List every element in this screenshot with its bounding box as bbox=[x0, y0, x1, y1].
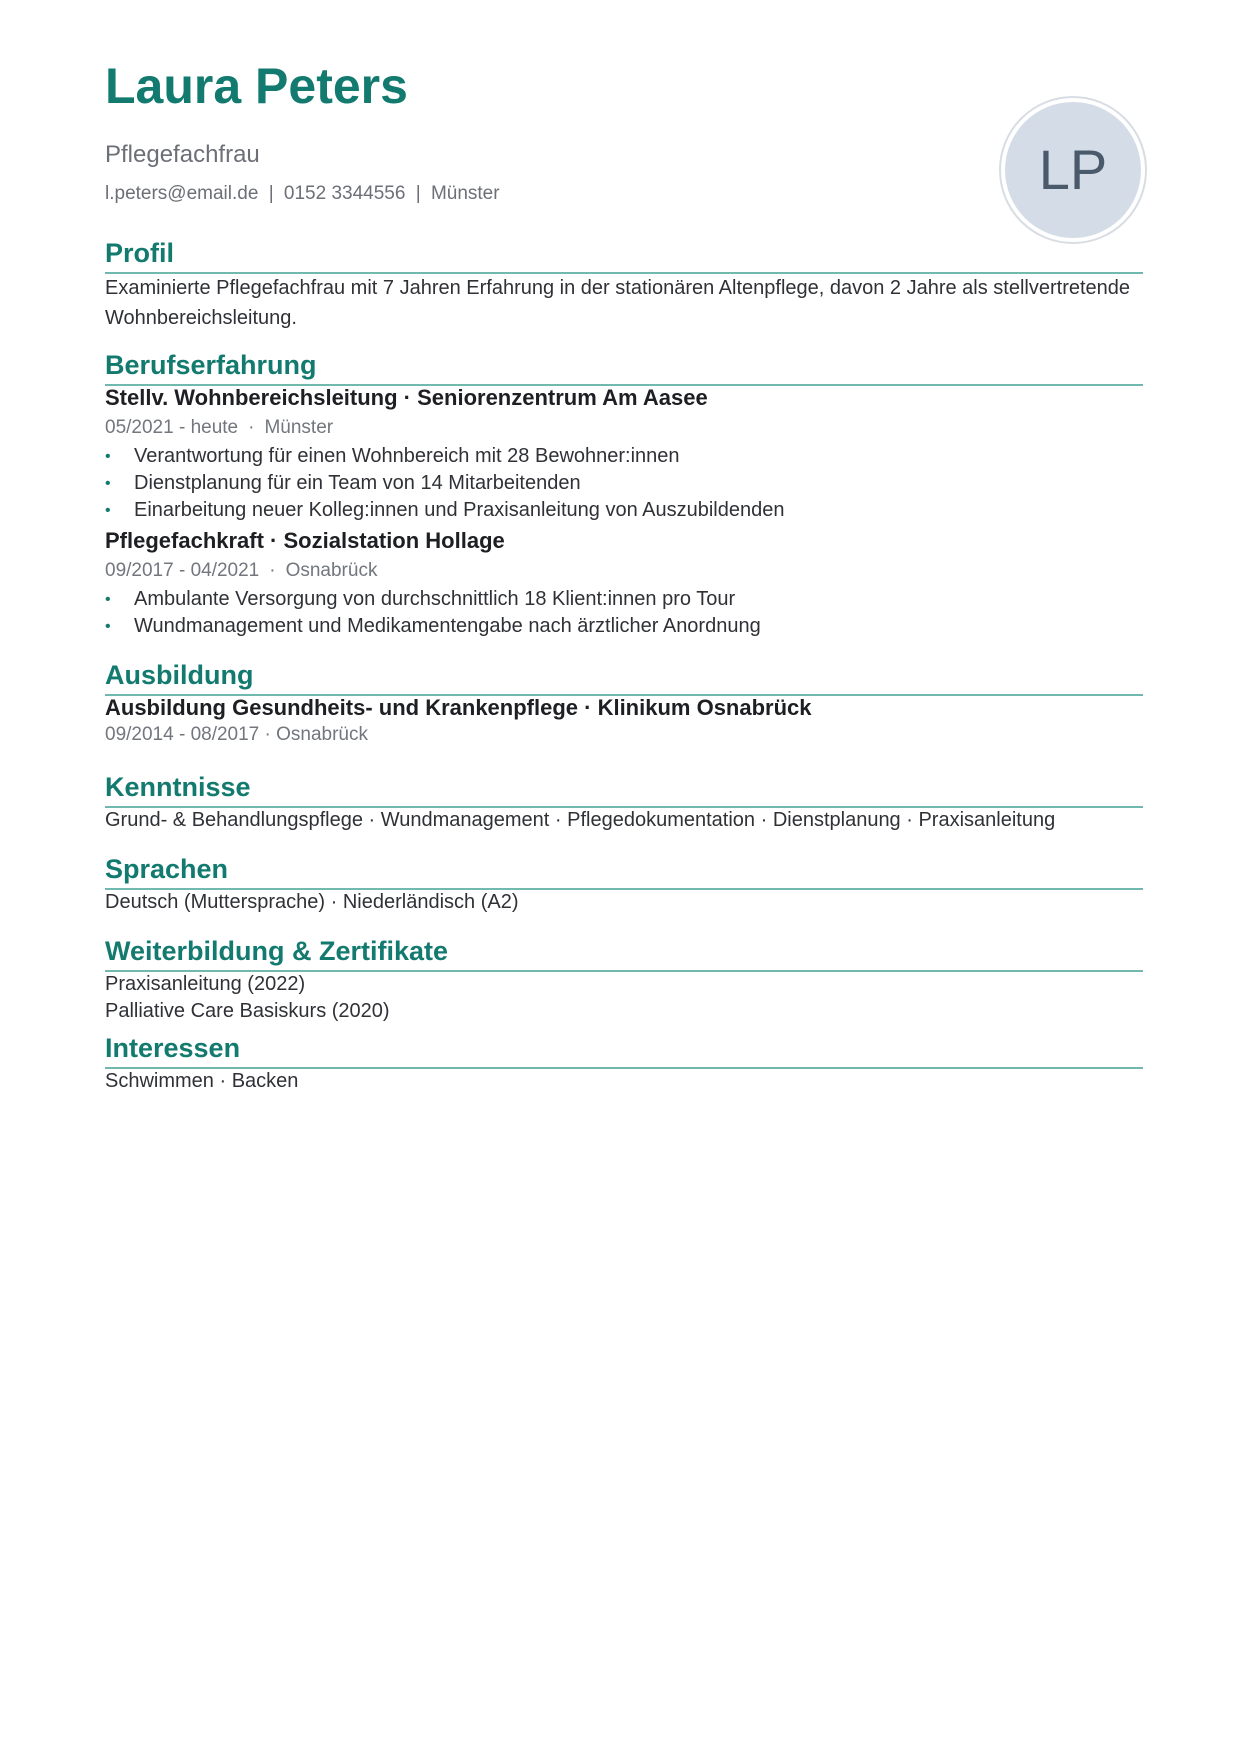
contact-separator: | bbox=[268, 183, 274, 204]
contact-city: Münster bbox=[430, 183, 500, 204]
job-entry-meta: 09/2017 - 04/2021 · Osnabrück bbox=[105, 560, 378, 581]
section-heading-profile: Profil bbox=[105, 236, 1143, 274]
job-title-headline: Pflegefachfrau bbox=[105, 141, 260, 168]
section-heading-skills: Kenntnisse bbox=[105, 770, 1143, 808]
section-heading-languages: Sprachen bbox=[105, 852, 1143, 890]
section-heading-interests: Interessen bbox=[105, 1031, 1143, 1069]
languages-text: Deutsch (Muttersprache) · Niederländisch (A2) bbox=[105, 891, 519, 913]
skills-text: Grund- & Behandlungspflege · Wundmanagement · Pflegedokumentation · Dienstplanung · Praxisanleitung bbox=[105, 809, 1056, 831]
job-location: Münster bbox=[264, 417, 334, 438]
contact-separator: | bbox=[415, 183, 421, 204]
education-title: Ausbildung Gesundheits- und Krankenpflege · Klinikum Osnabrück bbox=[105, 695, 812, 720]
contact-line bbox=[105, 182, 500, 206]
list-item: • Verantwortung für einen Wohnbereich mit 28 Bewohner:innen bbox=[105, 443, 784, 470]
list-item: • Wundmanagement und Medikamentengabe nach ärztlicher Anordnung bbox=[105, 613, 761, 640]
section-heading-education: Ausbildung bbox=[105, 658, 1143, 696]
candidate-name: Laura Peters bbox=[105, 58, 408, 114]
profile-text: Examinierte Pflegefachfrau mit 7 Jahren Erfahrung in der stationären Altenpflege, davon 2 Jahre als stellvertretende Wohnbereichsleitung. bbox=[105, 277, 1131, 329]
contact-email: l.peters@email.de bbox=[105, 183, 259, 204]
training-item: Praxisanleitung (2022) bbox=[105, 973, 306, 995]
job-bullet-list bbox=[105, 443, 784, 524]
job-location: Osnabrück bbox=[285, 560, 378, 581]
interests-text: Schwimmen · Backen bbox=[105, 1070, 299, 1092]
list-item: • Ambulante Versorgung von durchschnittlich 18 Klient:innen pro Tour bbox=[105, 586, 761, 613]
avatar: LP bbox=[1005, 102, 1141, 238]
job-period: 09/2017 - 04/2021 bbox=[105, 560, 260, 581]
job-period: 05/2021 - heute bbox=[105, 417, 239, 438]
section-heading-experience: Berufserfahrung bbox=[105, 348, 1143, 386]
list-item: • Dienstplanung für ein Team von 14 Mitarbeitenden bbox=[105, 470, 784, 497]
training-item: Palliative Care Basiskurs (2020) bbox=[105, 1000, 390, 1022]
job-entry-title: Stellv. Wohnbereichsleitung · Seniorenzentrum Am Aasee bbox=[105, 385, 708, 410]
job-entry-meta: 05/2021 - heute · Münster bbox=[105, 417, 334, 438]
job-bullet-list bbox=[105, 586, 761, 640]
contact-phone: 0152 3344556 bbox=[283, 183, 406, 204]
job-entry-title: Pflegefachkraft · Sozialstation Hollage bbox=[105, 528, 505, 553]
education-meta: 09/2014 - 08/2017 · Osnabrück bbox=[105, 724, 369, 745]
list-item: • Einarbeitung neuer Kolleg:innen und Praxisanleitung von Auszubildenden bbox=[105, 497, 784, 524]
section-heading-training: Weiterbildung & Zertifikate bbox=[105, 934, 1143, 972]
